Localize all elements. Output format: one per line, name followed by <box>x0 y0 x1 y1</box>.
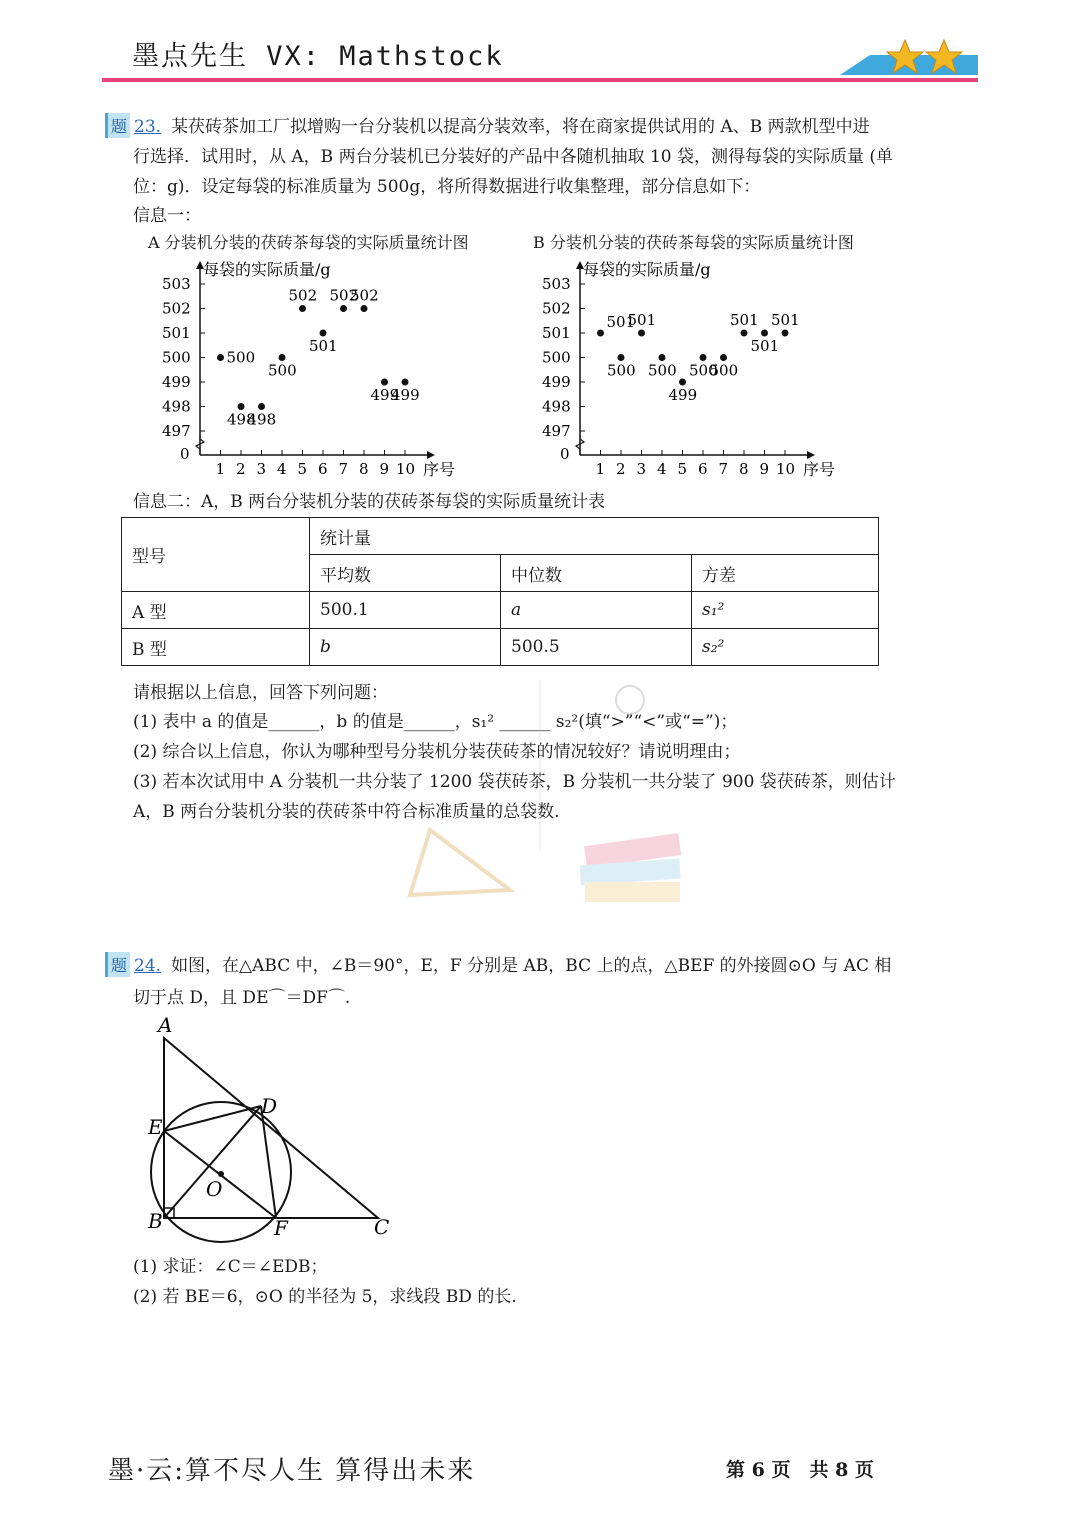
table-cell: s₂² <box>692 629 879 666</box>
data-point <box>361 305 368 312</box>
chart-a-title: A 分装机分装的茯砖茶每袋的实际质量统计图 <box>148 233 469 252</box>
header-title: 墨点先生 VX: Mathstock <box>132 41 504 72</box>
data-point <box>340 305 347 312</box>
y-tick-label: 502 <box>162 299 191 318</box>
data-point <box>720 354 727 361</box>
data-label: 499 <box>370 386 400 404</box>
data-label: 499 <box>668 386 698 404</box>
watermark-illustration <box>390 680 710 930</box>
q23-line-3: 位：g)．设定每袋的标准质量为 500g，将所得数据进行收集整理，部分信息如下： <box>133 177 761 197</box>
table-header-stat: 统计量 <box>310 518 879 555</box>
footer-motto: 墨·云:算不尽人生 算得出未来 <box>108 1456 476 1486</box>
y-tick-label: 498 <box>542 397 571 416</box>
origin-label: 0 <box>180 445 190 463</box>
y-tick-label: 503 <box>542 275 571 293</box>
x-tick-label: 1 <box>595 460 606 478</box>
q23-line-1: 题 23. 某茯砖茶加工厂拟增购一台分装机以提高分装效率，将在商家提供试用的 A、B 两款机型中进 <box>105 112 870 138</box>
q23-question-3: (3) 若本次试用中 A 分装机一共分装了 1200 袋茯砖茶，B 分装机一共分装了 900 袋茯砖茶，则估计 <box>133 772 896 792</box>
q23-line-2: 行选择．试用时，从 A，B 两台分装机已分装好的产品中各随机抽取 10 袋，测得每袋的实际质量 (单 <box>133 147 894 167</box>
q24-question-1: (1) 求证：∠C＝∠EDB； <box>133 1257 328 1277</box>
x-tick-label: 10 <box>776 460 796 478</box>
x-tick-label: 9 <box>759 460 770 478</box>
table-row <box>122 592 879 629</box>
data-point <box>700 354 707 361</box>
data-point <box>618 354 625 361</box>
question-number: 23. <box>134 117 162 137</box>
q23-prompt: 请根据以上信息，回答下列问题： <box>133 683 388 703</box>
x-axis-label: 序号 <box>803 460 836 479</box>
chart-b-title: B 分装机分装的茯砖茶每袋的实际质量统计图 <box>533 233 854 252</box>
table-subheader: 平均数 <box>310 555 501 592</box>
x-tick-label: 2 <box>616 460 626 478</box>
x-tick-label: 3 <box>256 460 267 478</box>
y-tick-label: 502 <box>542 299 571 318</box>
header-decoration <box>0 0 1080 100</box>
data-point <box>782 330 789 337</box>
data-label: 501 <box>309 337 338 355</box>
q23-question-1: (1) 表中 a 的值是______，b 的值是______，s₁² ______ s₂²(填“>”“<”或“=”)； <box>133 712 738 732</box>
point-label-c: C <box>374 1215 390 1239</box>
data-point <box>279 354 286 361</box>
data-label: 502 <box>350 286 379 305</box>
y-tick-label: 499 <box>162 373 191 391</box>
x-tick-label: 6 <box>698 460 708 478</box>
stats-table <box>121 517 879 666</box>
q24-question-2: (2) 若 BE＝6，⊙O 的半径为 5，求线段 BD 的长. <box>133 1287 517 1307</box>
point-label-e: E <box>148 1115 163 1139</box>
data-point <box>402 379 409 386</box>
data-label: 501 <box>730 311 759 329</box>
y-tick-label: 503 <box>162 275 191 293</box>
table-cell: 500.1 <box>310 592 501 629</box>
x-tick-label: 7 <box>718 460 729 478</box>
point-label-o: O <box>206 1177 223 1201</box>
x-axis-arrow <box>427 451 435 459</box>
question-tag: 题 <box>105 113 130 138</box>
chart-b <box>530 255 870 485</box>
data-label: 500 <box>607 361 636 380</box>
x-tick-label: 8 <box>359 460 369 478</box>
data-point <box>320 330 327 337</box>
data-label: 500 <box>226 348 256 367</box>
table-cell: a <box>501 592 692 629</box>
data-point <box>381 379 388 386</box>
data-point <box>258 403 265 410</box>
data-label: 500 <box>268 361 297 380</box>
x-axis-arrow <box>807 451 815 459</box>
point-label-b: B <box>148 1209 163 1233</box>
data-label: 501 <box>771 311 800 329</box>
data-point <box>659 354 666 361</box>
y-axis-label: 每袋的实际质量/g <box>583 260 711 279</box>
data-label: 499 <box>391 386 420 404</box>
info-two-label: 信息二：A，B 两台分装机分装的茯砖茶每袋的实际质量统计表 <box>133 492 606 512</box>
table-cell: s₁² <box>692 592 879 629</box>
point-label-d: D <box>261 1094 278 1118</box>
origin-label: 0 <box>560 445 570 463</box>
data-label: 501 <box>606 313 636 331</box>
q23-question-2: (2) 综合以上信息，你认为哪种型号分装机分装茯砖茶的情况较好？请说明理由； <box>133 742 741 762</box>
x-tick-label: 5 <box>297 460 308 478</box>
x-tick-label: 8 <box>739 460 749 478</box>
question-number: 24. <box>134 956 162 976</box>
y-tick-label: 498 <box>162 397 191 416</box>
question-tag: 题 <box>105 952 130 977</box>
page-number: 第 6 页 共 8 页 <box>726 1459 874 1481</box>
data-point <box>299 305 306 312</box>
geometry-figure <box>130 1010 410 1245</box>
x-tick-label: 10 <box>396 460 416 478</box>
segment-ed <box>164 1106 261 1131</box>
y-tick-label: 501 <box>542 324 571 342</box>
table-subheader: 中位数 <box>501 555 692 592</box>
y-tick-label: 500 <box>162 348 191 367</box>
data-label: 500 <box>709 361 739 380</box>
x-tick-label: 4 <box>657 460 667 478</box>
x-axis-label: 序号 <box>423 460 456 479</box>
triangle-abc <box>164 1038 378 1218</box>
data-label: 498 <box>227 410 256 429</box>
table-cell: A 型 <box>122 592 310 629</box>
x-tick-label: 9 <box>379 460 390 478</box>
data-label: 501 <box>627 311 657 329</box>
x-tick-label: 1 <box>215 460 226 478</box>
data-point <box>741 330 748 337</box>
y-tick-label: 500 <box>542 348 571 367</box>
y-tick-label: 499 <box>542 373 571 391</box>
x-tick-label: 6 <box>318 460 328 478</box>
table-subheader: 方差 <box>692 555 879 592</box>
x-tick-label: 5 <box>677 460 688 478</box>
y-tick-label: 497 <box>162 422 191 440</box>
x-tick-label: 2 <box>236 460 246 478</box>
data-label: 502 <box>329 286 359 305</box>
data-label: 502 <box>288 286 318 305</box>
table-cell: b <box>310 629 501 666</box>
segment-df <box>261 1106 276 1218</box>
data-label: 500 <box>648 361 677 380</box>
data-point <box>238 403 245 410</box>
q24-line-2: 切于点 D，且 DE⌒＝DF⌒. <box>133 988 351 1008</box>
data-label: 500 <box>689 361 718 380</box>
x-tick-label: 4 <box>277 460 287 478</box>
table-cell: B 型 <box>122 629 310 666</box>
y-tick-label: 497 <box>542 422 571 440</box>
data-point <box>679 379 686 386</box>
data-point <box>597 330 604 337</box>
table-header-model: 型号 <box>122 518 310 592</box>
data-point <box>217 354 224 361</box>
data-point <box>761 330 768 337</box>
y-axis-label: 每袋的实际质量/g <box>203 260 331 279</box>
table-cell: 500.5 <box>501 629 692 666</box>
info-one-label: 信息一： <box>133 206 201 226</box>
q24-line-1: 题 24. 如图，在△ABC 中，∠B＝90°，E，F 分别是 AB，BC 上的点，△BEF 的外接圆⊙O 与 AC 相 <box>105 951 891 977</box>
data-label: 498 <box>247 410 277 429</box>
point-label-f: F <box>274 1216 288 1240</box>
point-label-a: A <box>158 1013 173 1037</box>
x-tick-label: 7 <box>338 460 349 478</box>
data-point <box>638 330 645 337</box>
q23-question-3-cont: A，B 两台分装机分装的茯砖茶中符合标准质量的总袋数. <box>133 802 560 822</box>
y-tick-label: 501 <box>162 324 191 342</box>
chart-a <box>150 255 490 485</box>
data-label: 501 <box>750 337 780 355</box>
x-tick-label: 3 <box>636 460 647 478</box>
segment-bd <box>164 1106 261 1218</box>
table-row <box>122 629 879 666</box>
